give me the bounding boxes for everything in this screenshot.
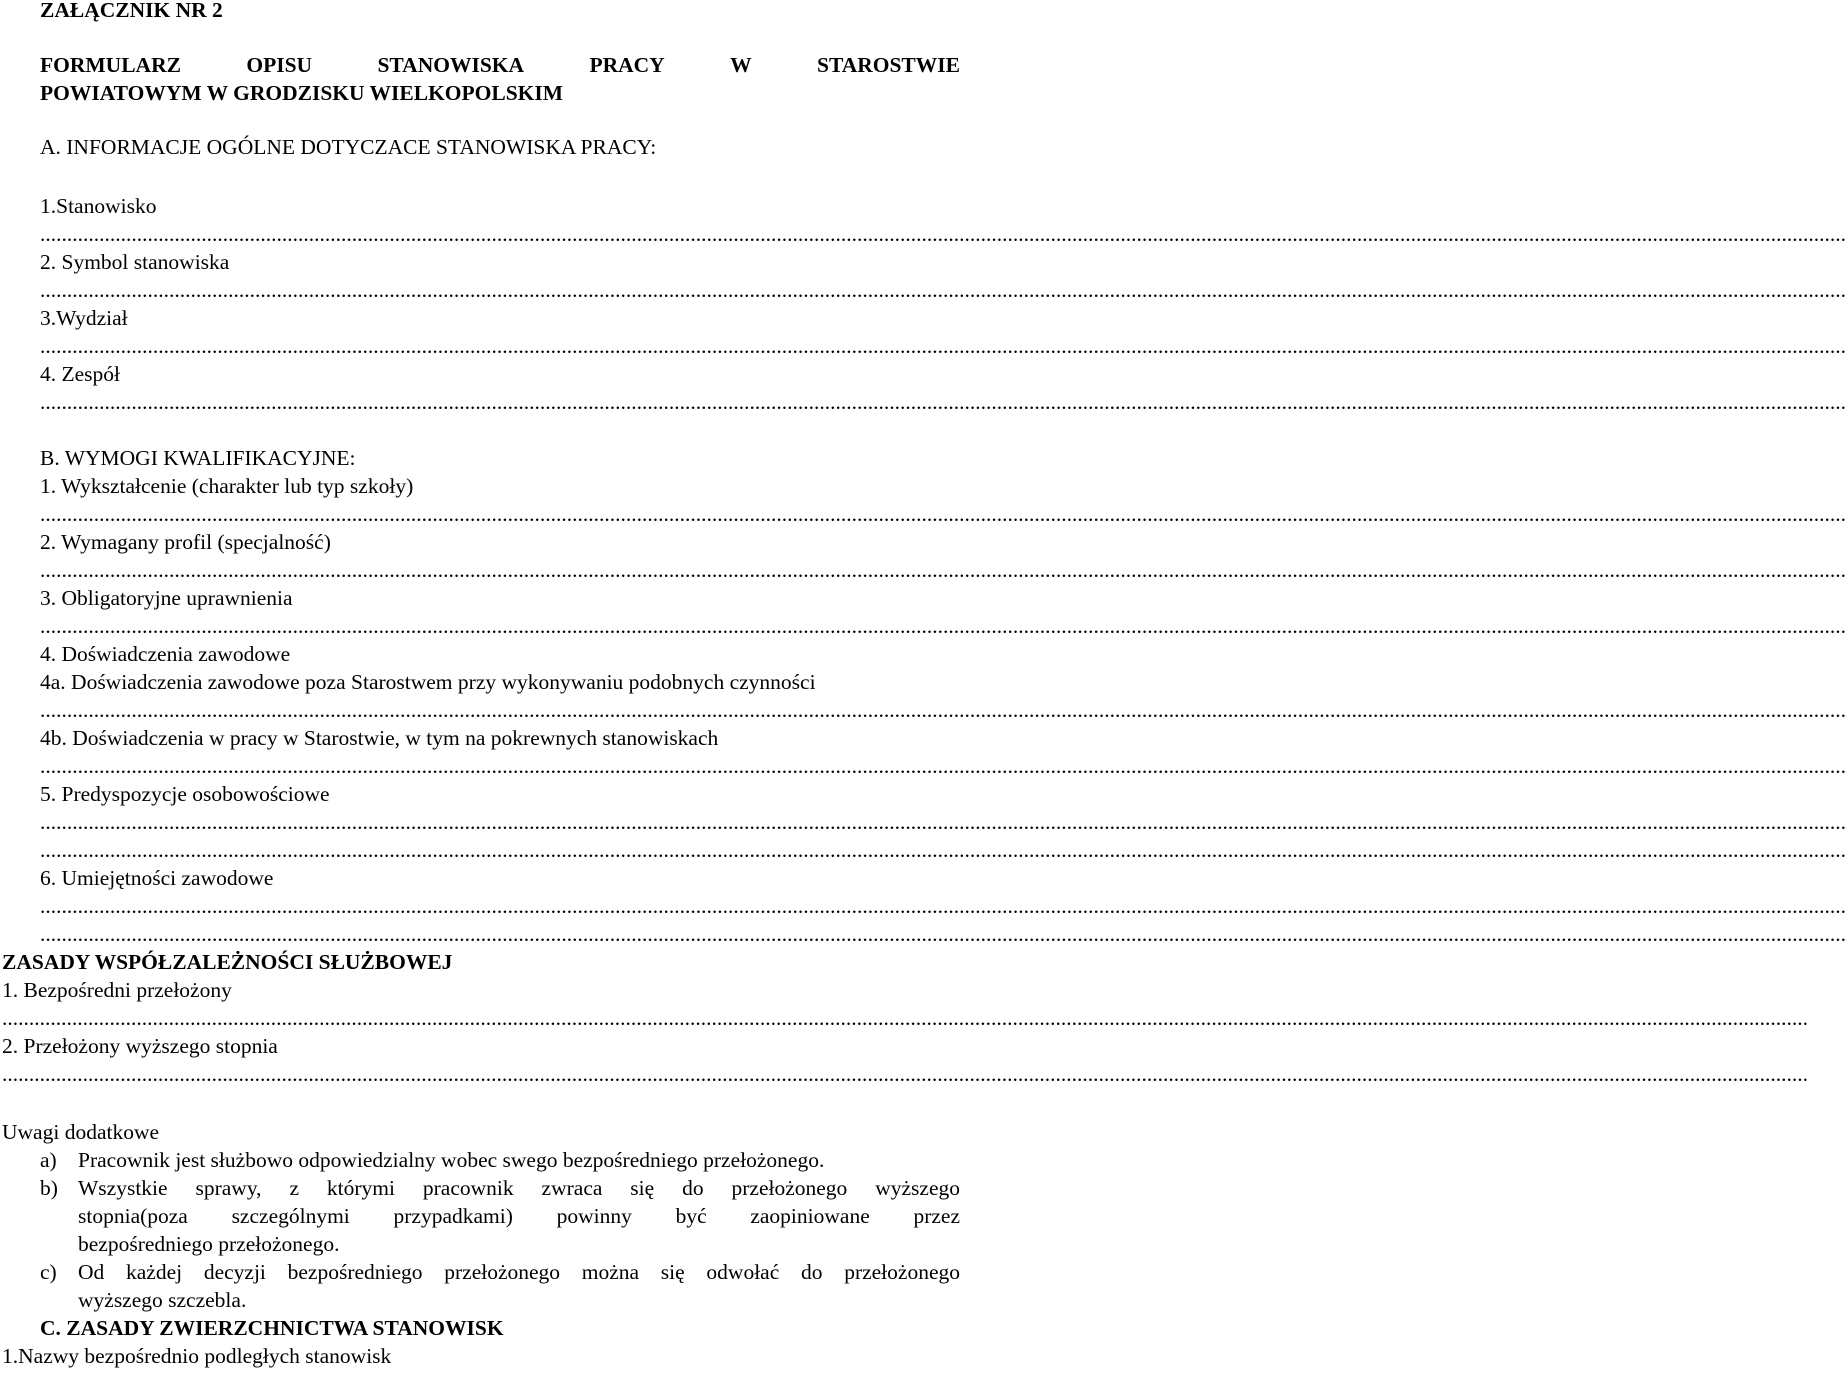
fill-line[interactable]: ................................................................................................................................................................................................................................................................................................................................................ xyxy=(40,810,1846,834)
fill-line[interactable]: ................................................................................................................................................................................................................................................................................................................................................ xyxy=(2,1062,1808,1086)
note-label: a) xyxy=(40,1148,57,1172)
title-word: W xyxy=(730,53,752,77)
field-label-profil: 2. Wymagany profil (specjalność) xyxy=(40,530,331,554)
field-label-podlegle: 1.Nazwy bezpośrednio podległych stanowisk xyxy=(2,1344,392,1368)
attachment-label: ZAŁĄCZNIK NR 2 xyxy=(40,0,223,22)
title-word: FORMULARZ xyxy=(40,53,181,77)
field-label-doswiadczenia-4a: 4a. Doświadczenia zawodowe poza Starostwem przy wykonywaniu podobnych czynności xyxy=(40,670,816,694)
fill-line[interactable]: ................................................................................................................................................................................................................................................................................................................................................ xyxy=(40,838,1846,862)
fill-line[interactable]: ................................................................................................................................................................................................................................................................................................................................................ xyxy=(40,754,1846,778)
fill-line[interactable]: ................................................................................................................................................................................................................................................................................................................................................ xyxy=(40,698,1846,722)
fill-line[interactable]: ................................................................................................................................................................................................................................................................................................................................................ xyxy=(2,1006,1808,1030)
field-label-wyzszy-stopien: 2. Przełożony wyższego stopnia xyxy=(2,1034,278,1058)
field-label-wyksztalcenie: 1. Wykształcenie (charakter lub typ szkoły) xyxy=(40,474,414,498)
field-label-wydzial: 3.Wydział xyxy=(40,306,128,330)
field-label-doswiadczenia: 4. Doświadczenia zawodowe xyxy=(40,642,291,666)
field-label-bezposredni: 1. Bezpośredni przełożony xyxy=(2,978,232,1002)
title-line-2: POWIATOWYM W GRODZISKU WIELKOPOLSKIM xyxy=(40,81,564,105)
field-label-symbol: 2. Symbol stanowiska xyxy=(40,250,230,274)
title-word: STAROSTWIE xyxy=(817,53,960,77)
fill-line[interactable]: ................................................................................................................................................................................................................................................................................................................................................ xyxy=(40,922,1846,946)
dependencies-heading: ZASADY WSPÓŁZALEŻNOŚCI SŁUŻBOWEJ xyxy=(2,950,453,974)
field-label-predyspozycje: 5. Predyspozycje osobowościowe xyxy=(40,782,330,806)
fill-line[interactable]: ................................................................................................................................................................................................................................................................................................................................................ xyxy=(40,502,1846,526)
fill-line[interactable]: ................................................................................................................................................................................................................................................................................................................................................ xyxy=(40,222,1846,246)
fill-line[interactable]: ................................................................................................................................................................................................................................................................................................................................................ xyxy=(40,614,1846,638)
note-text: wyższego szczebla. xyxy=(78,1288,247,1312)
fill-line[interactable]: ................................................................................................................................................................................................................................................................................................................................................ xyxy=(40,894,1846,918)
fill-line[interactable]: ................................................................................................................................................................................................................................................................................................................................................ xyxy=(40,334,1846,358)
note-text: Wszystkie sprawy, z którymi pracownik zwraca się do przełożonego wyższego xyxy=(78,1176,960,1200)
section-b-heading: B. WYMOGI KWALIFIKACYJNE: xyxy=(40,446,356,470)
section-c-heading: C. ZASADY ZWIERZCHNICTWA STANOWISK xyxy=(40,1316,504,1340)
title-word: STANOWISKA xyxy=(377,53,525,77)
field-label-uprawnienia: 3. Obligatoryjne uprawnienia xyxy=(40,586,293,610)
title-word: PRACY xyxy=(589,53,665,77)
field-label-doswiadczenia-4b: 4b. Doświadczenia w pracy w Starostwie, w tym na pokrewnych stanowiskach xyxy=(40,726,719,750)
note-label: b) xyxy=(40,1176,58,1200)
title-word: OPISU xyxy=(246,53,313,77)
fill-line[interactable]: ................................................................................................................................................................................................................................................................................................................................................ xyxy=(40,390,1846,414)
note-text: stopnia(poza szczególnymi przypadkami) powinny być zaopiniowane przez xyxy=(78,1204,960,1228)
field-label-zespol: 4. Zespół xyxy=(40,362,121,386)
notes-heading: Uwagi dodatkowe xyxy=(2,1120,160,1144)
note-text: Od każdej decyzji bezpośredniego przełożonego można się odwołać do przełożonego xyxy=(78,1260,960,1284)
fill-line[interactable]: ................................................................................................................................................................................................................................................................................................................................................ xyxy=(40,278,1846,302)
title-line-1 xyxy=(40,51,960,79)
note-text: bezpośredniego przełożonego. xyxy=(78,1232,340,1256)
fill-line[interactable]: ................................................................................................................................................................................................................................................................................................................................................ xyxy=(40,558,1846,582)
section-a-heading: A. INFORMACJE OGÓLNE DOTYCZACE STANOWISKA PRACY: xyxy=(40,135,657,159)
field-label-stanowisko: 1.Stanowisko xyxy=(40,194,157,218)
note-text: Pracownik jest służbowo odpowiedzialny wobec swego bezpośredniego przełożonego. xyxy=(78,1148,825,1172)
field-label-umiejetnosci: 6. Umiejętności zawodowe xyxy=(40,866,274,890)
note-label: c) xyxy=(40,1260,57,1284)
